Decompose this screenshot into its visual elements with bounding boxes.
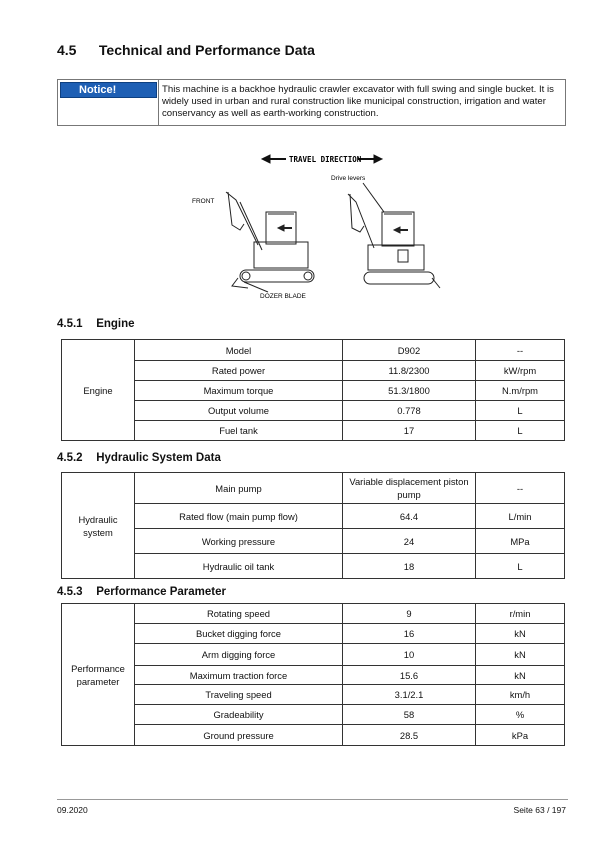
engine-section-number: 4.5.1 xyxy=(57,318,83,330)
table-row xyxy=(62,504,565,529)
table-row xyxy=(62,685,565,705)
table-row xyxy=(62,473,565,504)
param-unit: L/min xyxy=(476,504,565,529)
section-heading xyxy=(57,42,315,58)
param-unit: MPa xyxy=(476,529,565,554)
param-value: Variable displacement piston pump xyxy=(343,473,476,504)
param-value: 28.5 xyxy=(343,725,476,746)
param-unit: kW/rpm xyxy=(476,361,565,381)
hydraulic-table xyxy=(61,472,565,579)
table-row xyxy=(62,666,565,685)
table-row xyxy=(62,705,565,725)
engine-heading xyxy=(57,318,135,330)
notice-label: Notice! xyxy=(60,82,157,98)
table-row xyxy=(62,381,565,401)
table-row xyxy=(62,401,565,421)
param-name: Working pressure xyxy=(135,529,343,554)
param-unit: % xyxy=(476,705,565,725)
param-name: Traveling speed xyxy=(135,685,343,705)
footer-page-number: Seite 63 / 197 xyxy=(513,805,566,815)
table-row xyxy=(62,340,565,361)
table-row xyxy=(62,644,565,666)
param-name: Rated flow (main pump flow) xyxy=(135,504,343,529)
param-unit: kPa xyxy=(476,725,565,746)
param-name: Fuel tank xyxy=(135,421,343,441)
group-cell: Engine xyxy=(62,340,135,441)
param-unit: L xyxy=(476,554,565,579)
param-value: 11.8/2300 xyxy=(343,361,476,381)
param-unit: L xyxy=(476,401,565,421)
front-label: FRONT xyxy=(192,198,215,205)
travel-direction-label: TRAVEL DIRECTION xyxy=(289,155,362,164)
param-name: Rotating speed xyxy=(135,604,343,624)
notice-box xyxy=(57,79,566,126)
param-name: Model xyxy=(135,340,343,361)
param-value: 24 xyxy=(343,529,476,554)
param-unit: N.m/rpm xyxy=(476,381,565,401)
param-value: 17 xyxy=(343,421,476,441)
performance-table xyxy=(61,603,565,746)
notice-text: This machine is a backhoe hydraulic crawler excavator with full swing and single bucket. It is widely used in urban and rural construction like municipal construction, irrigation and water conservancy as well as earth-working construction. xyxy=(162,84,554,119)
table-row xyxy=(62,554,565,579)
param-name: Gradeability xyxy=(135,705,343,725)
param-name: Bucket digging force xyxy=(135,624,343,644)
engine-table xyxy=(61,339,565,441)
param-name: Main pump xyxy=(135,473,343,504)
performance-heading xyxy=(57,586,226,598)
param-unit: kN xyxy=(476,666,565,685)
param-value: 18 xyxy=(343,554,476,579)
hydraulic-section-number: 4.5.2 xyxy=(57,452,83,464)
table-row xyxy=(62,361,565,381)
param-value: 58 xyxy=(343,705,476,725)
param-unit: L xyxy=(476,421,565,441)
param-value: 15.6 xyxy=(343,666,476,685)
section-number: 4.5 xyxy=(57,42,77,58)
param-value: 51.3/1800 xyxy=(343,381,476,401)
table-row xyxy=(62,421,565,441)
performance-section-title: Performance Parameter xyxy=(96,586,226,598)
param-value: 64.4 xyxy=(343,504,476,529)
table-row xyxy=(62,529,565,554)
param-unit: -- xyxy=(476,340,565,361)
hydraulic-section-title: Hydraulic System Data xyxy=(96,452,221,464)
param-value: 16 xyxy=(343,624,476,644)
notice-divider xyxy=(158,80,159,125)
footer-divider xyxy=(57,799,568,800)
drive-levers-label: Drive levers xyxy=(331,175,366,182)
param-unit: kN xyxy=(476,644,565,666)
param-name: Output volume xyxy=(135,401,343,421)
param-value: 9 xyxy=(343,604,476,624)
param-name: Hydraulic oil tank xyxy=(135,554,343,579)
excavator-side-view xyxy=(226,192,314,292)
param-unit: -- xyxy=(476,473,565,504)
param-value: 10 xyxy=(343,644,476,666)
param-name: Arm digging force xyxy=(135,644,343,666)
param-value: 3.1/2.1 xyxy=(343,685,476,705)
dozer-blade-label: DOZER BLADE xyxy=(260,293,306,300)
table-row xyxy=(62,624,565,644)
param-unit: km/h xyxy=(476,685,565,705)
param-name: Ground pressure xyxy=(135,725,343,746)
section-title: Technical and Performance Data xyxy=(98,42,315,58)
param-value: D902 xyxy=(343,340,476,361)
footer-date: 09.2020 xyxy=(57,805,88,815)
table-row xyxy=(62,725,565,746)
param-name: Maximum traction force xyxy=(135,666,343,685)
param-unit: r/min xyxy=(476,604,565,624)
group-cell: Hydraulic system xyxy=(62,473,135,579)
param-name: Rated power xyxy=(135,361,343,381)
excavator-figure xyxy=(188,150,448,305)
excavator-angled-view xyxy=(348,183,440,288)
hydraulic-heading xyxy=(57,452,221,464)
engine-section-title: Engine xyxy=(96,318,135,330)
performance-section-number: 4.5.3 xyxy=(57,586,83,598)
group-cell: Performance parameter xyxy=(62,604,135,746)
param-unit: kN xyxy=(476,624,565,644)
param-name: Maximum torque xyxy=(135,381,343,401)
table-row xyxy=(62,604,565,624)
param-value: 0.778 xyxy=(343,401,476,421)
